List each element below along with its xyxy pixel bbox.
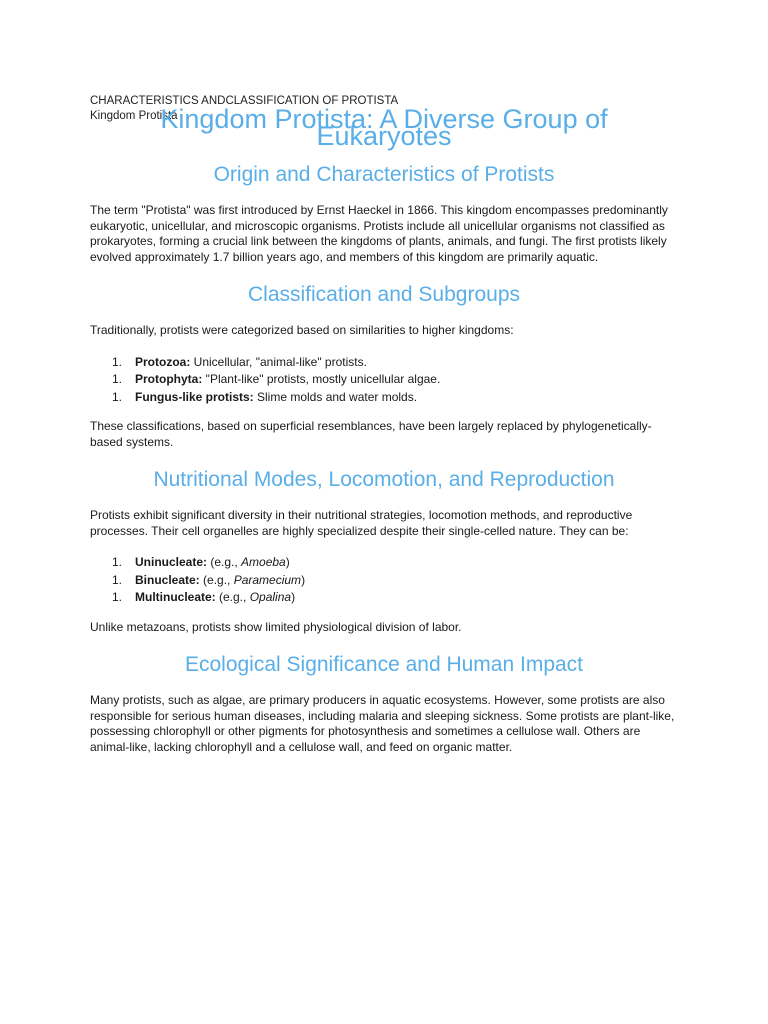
list-text: Unicellular, "animal-like" protists. xyxy=(190,354,367,369)
classification-intro: Traditionally, protists were categorized based on similarities to higher kingdoms: xyxy=(90,323,514,337)
page-title: Kingdom Protista: A Diverse Group of Eukaryotes xyxy=(160,104,608,151)
list-item xyxy=(90,589,678,607)
list-number: 1. xyxy=(112,354,123,369)
section-heading-ecology: Ecological Significance and Human Impact xyxy=(184,653,584,676)
classification-list xyxy=(90,354,678,407)
nucleation-list xyxy=(90,554,678,607)
section-heading-classification: Classification and Subgroups xyxy=(248,283,520,306)
ecology-paragraph: Many protists, such as algae, are primary producers in aquatic ecosystems. However, some protists are also responsible for serious human diseases, including malaria and sleeping sickness. Some protists are plant-like, possessing chlorophyll or other pigments for photosynthesis and sometimes a cellulose wall. Others are animal-like, lacking chlorophyll and a cellulose wall, and feed on organic matter. xyxy=(90,693,675,754)
list-text: (e.g., xyxy=(199,572,234,587)
list-item xyxy=(90,554,678,572)
list-term: Protozoa: xyxy=(135,354,191,369)
list-number: 1. xyxy=(112,389,123,404)
list-item xyxy=(90,371,678,389)
list-item xyxy=(90,389,678,407)
nutrition-intro: Protists exhibit significant diversity in their nutritional strategies, locomotion methods, and reproductive processes. Their cell organelles are highly specialized despite their single-celled nature. They can be: xyxy=(90,508,633,538)
section-heading-nutrition: Nutritional Modes, Locomotion, and Reproduction xyxy=(153,468,615,491)
list-term: Multinucleate: xyxy=(135,590,216,604)
species-name: Amoeba xyxy=(241,555,286,569)
list-term: Protophyta: xyxy=(135,372,203,386)
list-number: 1. xyxy=(112,590,123,604)
document-body xyxy=(90,160,678,770)
list-term: Binucleate: xyxy=(135,572,200,587)
list-text: Slime molds and water molds. xyxy=(253,389,418,404)
list-text: (e.g., xyxy=(215,590,250,604)
list-text: ) xyxy=(301,572,306,587)
list-text: "Plant-like" protists, mostly unicellular algae. xyxy=(202,372,441,386)
list-number: 1. xyxy=(112,572,123,587)
species-name: Paramecium xyxy=(233,572,302,587)
header-title-line: CHARACTERISTICS ANDCLASSIFICATION OF PROTISTA xyxy=(90,95,399,107)
origin-paragraph: The term "Protista" was first introduced by Ernst Haeckel in 1866. This kingdom encompasses predominantly eukaryotic, unicellular, and microscopic organisms. Protists include all unicellular organisms not classified as prokaryotes, forming a crucial link between the kingdoms of plants, animals, and fungi. The first protists likely evolved approximately 1.7 billion years ago, and members of this kingdom are primarily aquatic. xyxy=(90,203,668,264)
species-name: Opalina xyxy=(249,590,292,604)
classification-closing: These classifications, based on superficial resemblances, have been largely replaced by phylogenetically-based systems. xyxy=(90,419,652,449)
section-heading-origin: Origin and Characteristics of Protists xyxy=(213,163,555,186)
list-number: 1. xyxy=(112,372,123,386)
list-text: (e.g., xyxy=(207,555,242,569)
list-term: Fungus-like protists: xyxy=(135,389,254,404)
list-number: 1. xyxy=(112,555,123,569)
list-text: ) xyxy=(291,590,296,604)
list-item xyxy=(90,572,678,590)
list-text: ) xyxy=(285,555,290,569)
header-subtitle-line: Kingdom Protista xyxy=(90,110,178,122)
nutrition-closing: Unlike metazoans, protists show limited physiological division of labor. xyxy=(90,619,462,634)
list-item xyxy=(90,354,678,372)
list-term: Uninucleate: xyxy=(135,555,208,569)
